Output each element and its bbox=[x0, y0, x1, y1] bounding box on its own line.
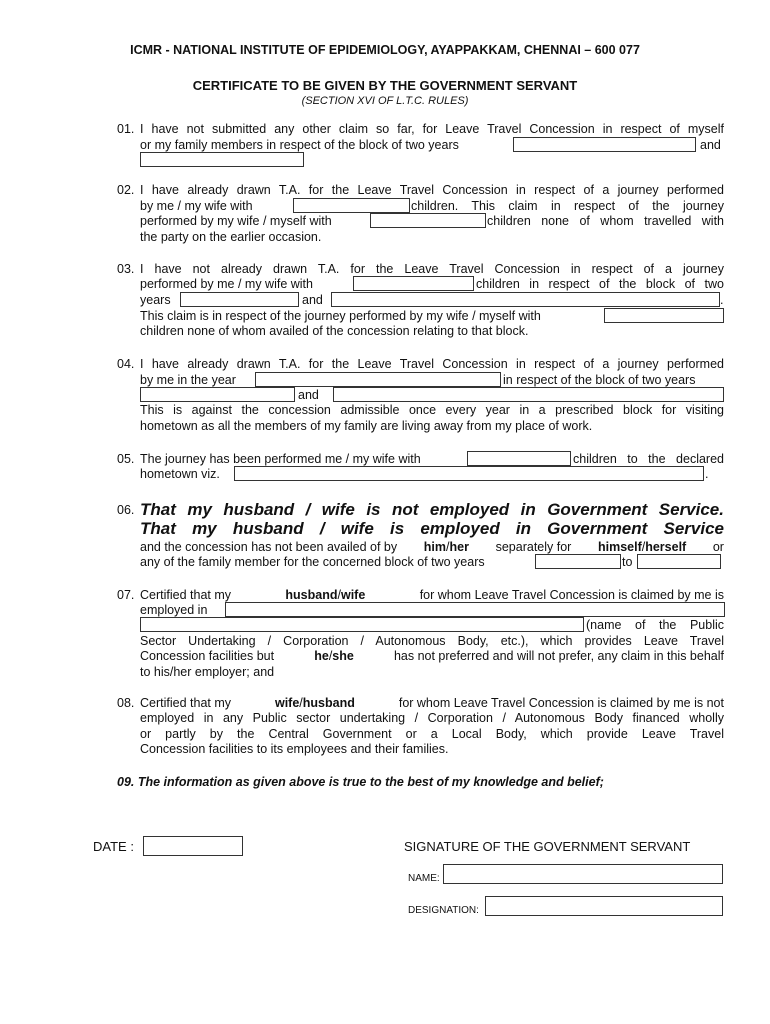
date-field[interactable] bbox=[143, 836, 243, 856]
item-03-line-5: children none of whom availed of the concession relating to that block. bbox=[140, 324, 529, 338]
signature-label: SIGNATURE OF THE GOVERNMENT SERVANT bbox=[404, 839, 691, 854]
item-03-period: . bbox=[720, 293, 724, 307]
item-01-block-years-field[interactable] bbox=[513, 137, 696, 152]
item-08-spouse bbox=[275, 696, 355, 712]
item-04-line-5: hometown as all the members of my family are living away from my place of work. bbox=[140, 419, 593, 433]
item-02-line-3a: performed by my wife / myself with bbox=[140, 214, 332, 228]
designation-field[interactable] bbox=[485, 896, 723, 916]
item-04-line-1: I have already drawn T.A. for the Leave Travel Concession in respect of a journey performed bbox=[140, 357, 724, 371]
item-06-line-3-text: and the concession has not been availed of by bbox=[140, 540, 398, 554]
item-03-block-year-from-field[interactable] bbox=[180, 292, 299, 307]
item-06-block-year-to-field[interactable] bbox=[637, 554, 721, 569]
item-03-children-count-field-2[interactable] bbox=[604, 308, 724, 323]
item-01-block-years-field-2[interactable] bbox=[140, 152, 304, 167]
item-03-block-year-to-field[interactable] bbox=[331, 292, 720, 307]
item-08-line-2: employed in any Public sector undertaking / Corporation / Autonomous Body financed wholly bbox=[140, 711, 724, 725]
item-number-05: 05. bbox=[117, 452, 135, 466]
item-01-line-2: or my family members in respect of the block of two years bbox=[140, 138, 459, 152]
item-07-employer-field[interactable] bbox=[225, 602, 725, 617]
item-06-line-3-pronouns bbox=[424, 540, 469, 556]
him-text: him bbox=[423, 540, 447, 554]
item-07-line-2: employed in bbox=[140, 603, 208, 617]
item-number-02: 02. bbox=[117, 183, 135, 197]
wife-text: wife bbox=[340, 588, 366, 602]
item-02-children-count-field[interactable] bbox=[293, 198, 410, 213]
item-01-and: and bbox=[700, 138, 721, 152]
item-number-04: 04. bbox=[117, 357, 135, 371]
item-06-line-4a: any of the family member for the concerned block of two years bbox=[140, 555, 485, 569]
item-03-line-2b: children in respect of the block of two bbox=[476, 277, 724, 291]
slash: / bbox=[299, 696, 303, 710]
item-03-line-2a: performed by me / my wife with bbox=[140, 277, 313, 291]
item-02-line-1: I have already drawn T.A. for the Leave Travel Concession in respect of a journey performed bbox=[140, 183, 724, 197]
item-06-to: to bbox=[622, 555, 633, 569]
her-text: her bbox=[449, 540, 469, 554]
item-07-line-5 bbox=[140, 649, 724, 665]
item-number-03: 03. bbox=[117, 262, 135, 276]
item-07-line-5-rest: has not preferred and will not prefer, any claim in this behalf bbox=[393, 649, 724, 663]
item-07-line-1-rest: for whom Leave Travel Concession is claimed by me is bbox=[419, 588, 724, 602]
himself-text: himself bbox=[597, 540, 642, 554]
item-08-line-4: Concession facilities to its employees and their families. bbox=[140, 742, 449, 756]
item-08-line-1 bbox=[140, 696, 724, 712]
item-03-children-count-field[interactable] bbox=[353, 276, 474, 291]
item-05-line-1a: The journey has been performed me / my wife with bbox=[140, 452, 421, 466]
item-02-children-count-field-2[interactable] bbox=[370, 213, 486, 228]
item-03-line-1: I have not already drawn T.A. for the Leave Travel Concession in respect of a journey bbox=[140, 262, 724, 276]
item-04-block-year-to-field[interactable] bbox=[333, 387, 724, 402]
item-01-line-1: I have not submitted any other claim so far, for Leave Travel Concession in respect of myself bbox=[140, 122, 724, 136]
item-07-line-5-text: Concession facilities but bbox=[140, 649, 275, 663]
item-05-hometown-field[interactable] bbox=[234, 466, 704, 481]
item-02-line-2b: children. This claim in respect of the journey bbox=[411, 199, 724, 213]
name-field[interactable] bbox=[443, 864, 723, 884]
item-05-period: . bbox=[705, 467, 709, 481]
certificate-title: CERTIFICATE TO BE GIVEN BY THE GOVERNMENT SERVANT bbox=[192, 78, 578, 93]
item-number-01: 01. bbox=[117, 122, 135, 136]
slash: / bbox=[328, 649, 333, 663]
item-03-line-3a: years bbox=[140, 293, 171, 307]
item-07-line-3: (name of the Public bbox=[586, 618, 724, 632]
item-07-line-4: Sector Undertaking / Corporation / Autonomous Body, etc.), which provides Leave Travel bbox=[140, 634, 724, 648]
he-text: he bbox=[314, 649, 329, 663]
certificate-subtitle: (SECTION XVI OF L.T.C. RULES) bbox=[301, 95, 469, 107]
item-04-year-field[interactable] bbox=[255, 372, 501, 387]
item-05-line-2: hometown viz. bbox=[140, 467, 220, 481]
item-06-line-3-separately: separately for bbox=[495, 540, 572, 554]
item-08-certified: Certified that my bbox=[140, 696, 232, 710]
item-02-line-4: the party on the earlier occasion. bbox=[140, 230, 322, 244]
item-06-option-employed: That my husband / wife is employed in Government Service bbox=[140, 519, 724, 538]
item-06-block-year-from-field[interactable] bbox=[535, 554, 621, 569]
slash: / bbox=[446, 540, 450, 554]
item-08-line-3: or partly by the Central Government or a Local Body, which provide Leave Travel bbox=[140, 727, 724, 741]
she-text: she bbox=[332, 649, 354, 663]
item-04-line-2b: in respect of the block of two years bbox=[503, 373, 696, 387]
item-number-06: 06. bbox=[117, 503, 135, 517]
item-02-line-3b: children none of whom travelled with bbox=[487, 214, 724, 228]
item-09-declaration: 09. The information as given above is true to the best of my knowledge and belief; bbox=[117, 775, 604, 789]
item-number-07: 07. bbox=[117, 588, 135, 602]
date-label: DATE : bbox=[93, 839, 134, 854]
item-03-and: and bbox=[302, 293, 323, 307]
item-07-pronoun bbox=[314, 649, 354, 665]
herself-text: herself bbox=[645, 540, 687, 554]
institute-heading: ICMR - NATIONAL INSTITUTE OF EPIDEMIOLOGY, AYAPPAKKAM, CHENNAI – 600 077 bbox=[130, 43, 640, 57]
designation-label: DESIGNATION: bbox=[408, 905, 479, 916]
item-04-line-2a: by me in the year bbox=[140, 373, 236, 387]
item-05-children-count-field[interactable] bbox=[467, 451, 571, 466]
item-04-and: and bbox=[298, 388, 319, 402]
item-07-employer-field-2[interactable] bbox=[140, 617, 584, 632]
item-06-line-3-or: or bbox=[712, 540, 724, 554]
wife-text: wife bbox=[274, 696, 300, 710]
item-07-certified: Certified that my bbox=[140, 588, 232, 602]
item-07-line-6: to his/her employer; and bbox=[140, 665, 275, 679]
item-04-line-4: This is against the concession admissible once every year in a prescribed block for visiting bbox=[140, 403, 724, 417]
item-04-block-year-from-field[interactable] bbox=[140, 387, 295, 402]
item-08-line-1-rest: for whom Leave Travel Concession is claimed by me is not bbox=[398, 696, 724, 710]
item-05-line-1b: children to the declared bbox=[573, 452, 724, 466]
item-03-line-4: This claim is in respect of the journey performed by my wife / myself with bbox=[140, 309, 541, 323]
item-06-option-not-employed: That my husband / wife is not employed in Government Service. bbox=[140, 500, 724, 519]
husband-text: husband bbox=[302, 696, 355, 710]
item-number-08: 08. bbox=[117, 696, 135, 710]
item-02-line-2a: by me / my wife with bbox=[140, 199, 253, 213]
husband-text: husband bbox=[285, 588, 338, 602]
slash: / bbox=[641, 540, 646, 554]
slash: / bbox=[337, 588, 341, 602]
name-label: NAME: bbox=[408, 873, 440, 884]
